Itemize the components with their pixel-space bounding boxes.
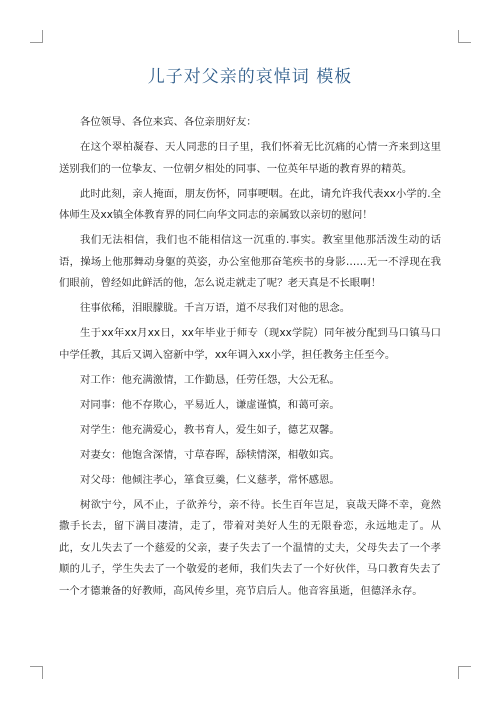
body-paragraph: 此时此刻，亲人掩面，朋友伤怀，同事哽咽。在此，请允许我代表xx小学的.全体师生及xx镇全体教育界的同仁向华文同志的亲属致以亲切的慰问！ (59, 187, 441, 221)
virtue-line-students: 对学生：他充满爱心，教书育人，爱生如子，德艺双馨。 (80, 423, 340, 436)
corner-mark-bottom-left (30, 666, 43, 679)
document-title: 儿子对父亲的哀悼词 模板 (147, 67, 353, 87)
body-paragraph: 往事依稀，泪眼朦胧。千言万语，道不尽我们对他的思念。 (80, 302, 351, 314)
corner-mark-top-left (30, 30, 43, 43)
closing-paragraph: 树欲宁兮，风不止，子欲养兮，亲不待。长生百年岂足，哀哉天降不幸，竟然撒手长去，留下满目凄清，走了，带着对美好人生的无限眷恋，永远地走了。从此，女儿失去了一个慈爱的父亲，妻子失去了一个温情的丈夫，父母失去了一个孝顺的儿子，学生失去了一个敬爱的老师，我们失去了一个好伙伴，马口教育失去了一个才德兼备的好教师，高风传乡里，亮节启后人。他音容虽逝，但德泽永存。 (59, 498, 441, 597)
virtue-line-colleagues: 对同事：他不存欺心，平易近人，谦虚谨慎，和蔼可亲。 (80, 398, 340, 411)
corner-mark-top-right (458, 30, 471, 43)
virtue-line-work: 对工作：他充满激情，工作勤恳，任劳任怨，大公无私。 (80, 373, 340, 386)
body-paragraph: 我们无法相信，我们也不能相信这一沉重的.事实。教室里他那活泼生动的话语，操场上他那舞动身躯的英姿，办公室他那奋笔疾书的身影……无一不浮现在我们眼前，曾经如此鲜活的他，怎么说走就走了呢？老天真是不长眼啊！ (59, 234, 441, 289)
virtue-line-family: 对妻女：他饱含深情，寸草春晖，舔犊情深，相敬如宾。 (80, 448, 340, 461)
document-body (59, 112, 441, 606)
body-paragraph: 在这个翠柏凝春、天人同悲的日子里，我们怀着无比沉痛的心情一齐来到这里送别我们的一位挚友、一位朝夕相处的同事、一位英年早逝的教育界的精英。 (59, 141, 441, 175)
corner-mark-bottom-right (458, 666, 471, 679)
virtue-line-parents: 对父母：他倾注孝心，箪食豆羹，仁义慈孝，常怀感恩。 (80, 473, 340, 486)
body-paragraph: 生于xx年xx月xx日，xx年毕业于师专（现xx学院）同年被分配到马口镇马口中学任教，其后又调入窑新中学，xx年调入xx小学，担任教务主任至今。 (59, 327, 441, 361)
salutation-paragraph: 各位领导、各位来宾、各位亲朋好友： (80, 116, 257, 128)
